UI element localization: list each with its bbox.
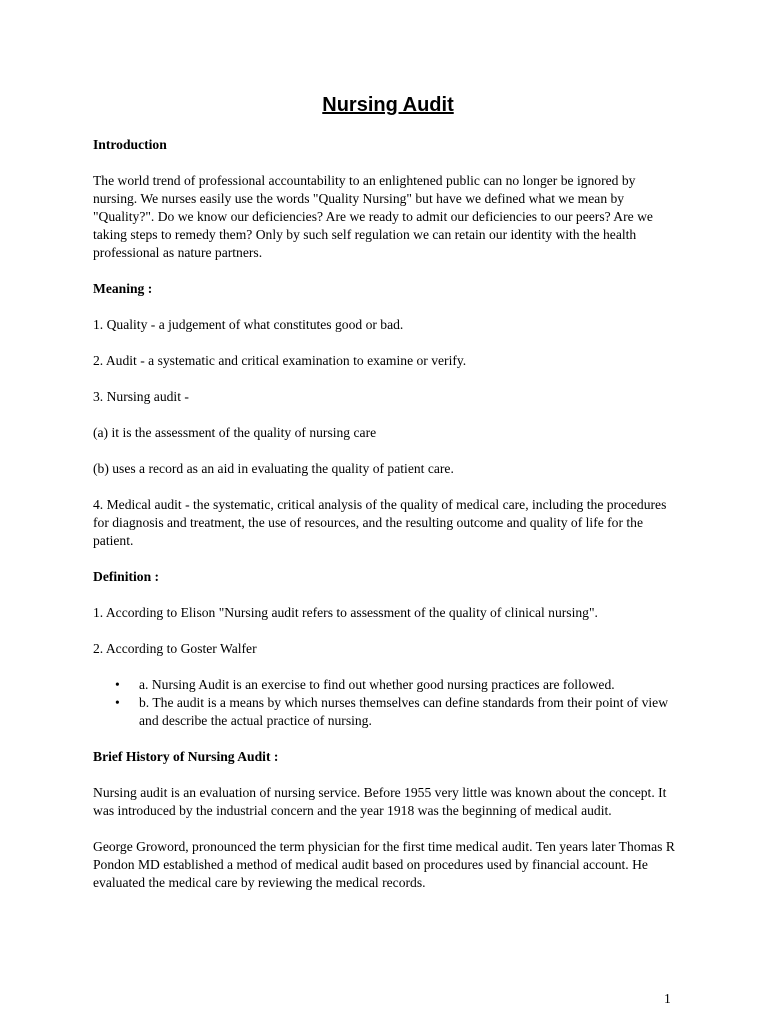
meaning-heading: Meaning : [93,281,153,296]
history-paragraph-2: George Groword, pronounced the term physician for the first time medical audit. Ten years later Thomas R Pondon MD established a method of medical audit based on procedures used by financial account. He evaluated the medical care by reviewing the medical records. [93,839,675,890]
document-page [93,92,683,910]
meaning-item-4: 4. Medical audit - the systematic, critical analysis of the quality of medical care, including the procedures for diagnosis and treatment, the use of resources, and the resulting outcome and quality of life for the patient. [93,497,667,548]
bullet-text: a. Nursing Audit is an exercise to find out whether good nursing practices are followed. [139,677,615,692]
bullet-icon: • [115,695,120,710]
definition-heading: Definition : [93,569,160,584]
bullet-text: b. The audit is a means by which nurses themselves can define standards from their point of view and describe the actual practice of nursing. [139,695,669,728]
meaning-item-3: 3. Nursing audit - [93,389,189,404]
bullet-icon: • [115,677,120,692]
list-item [115,694,683,730]
meaning-item-2: 2. Audit - a systematic and critical examination to examine or verify. [93,353,467,368]
list-item [115,676,683,694]
meaning-item-3a: (a) it is the assessment of the quality of nursing care [93,425,377,440]
introduction-heading: Introduction [93,137,167,152]
meaning-item-3b: (b) uses a record as an aid in evaluating the quality of patient care. [93,461,454,476]
history-paragraph-1: Nursing audit is an evaluation of nursing service. Before 1955 very little was known about the concept. It was introduced by the industrial concern and the year 1918 was the beginning of medical audit. [93,785,667,818]
history-heading: Brief History of Nursing Audit : [93,749,279,764]
document-title: Nursing Audit [322,94,454,116]
introduction-paragraph: The world trend of professional accountability to an enlightened public can no longer be ignored by nursing. We nurses easily use the words "Quality Nursing" but have we defined what we mean by "Quality?". Do we know our deficiencies? Are we ready to admit our deficiencies to our peers? Are we taking steps to remedy them? Only by such self regulation we can retain our identity with the health professional as nature partners. [93,173,653,260]
page-number: 1 [664,991,671,1006]
definition-item-2: 2. According to Goster Walfer [93,641,257,656]
meaning-item-1: 1. Quality - a judgement of what constitutes good or bad. [93,317,404,332]
definition-item-1: 1. According to Elison "Nursing audit refers to assessment of the quality of clinical nursing". [93,605,598,620]
definition-bullet-list [93,676,683,730]
